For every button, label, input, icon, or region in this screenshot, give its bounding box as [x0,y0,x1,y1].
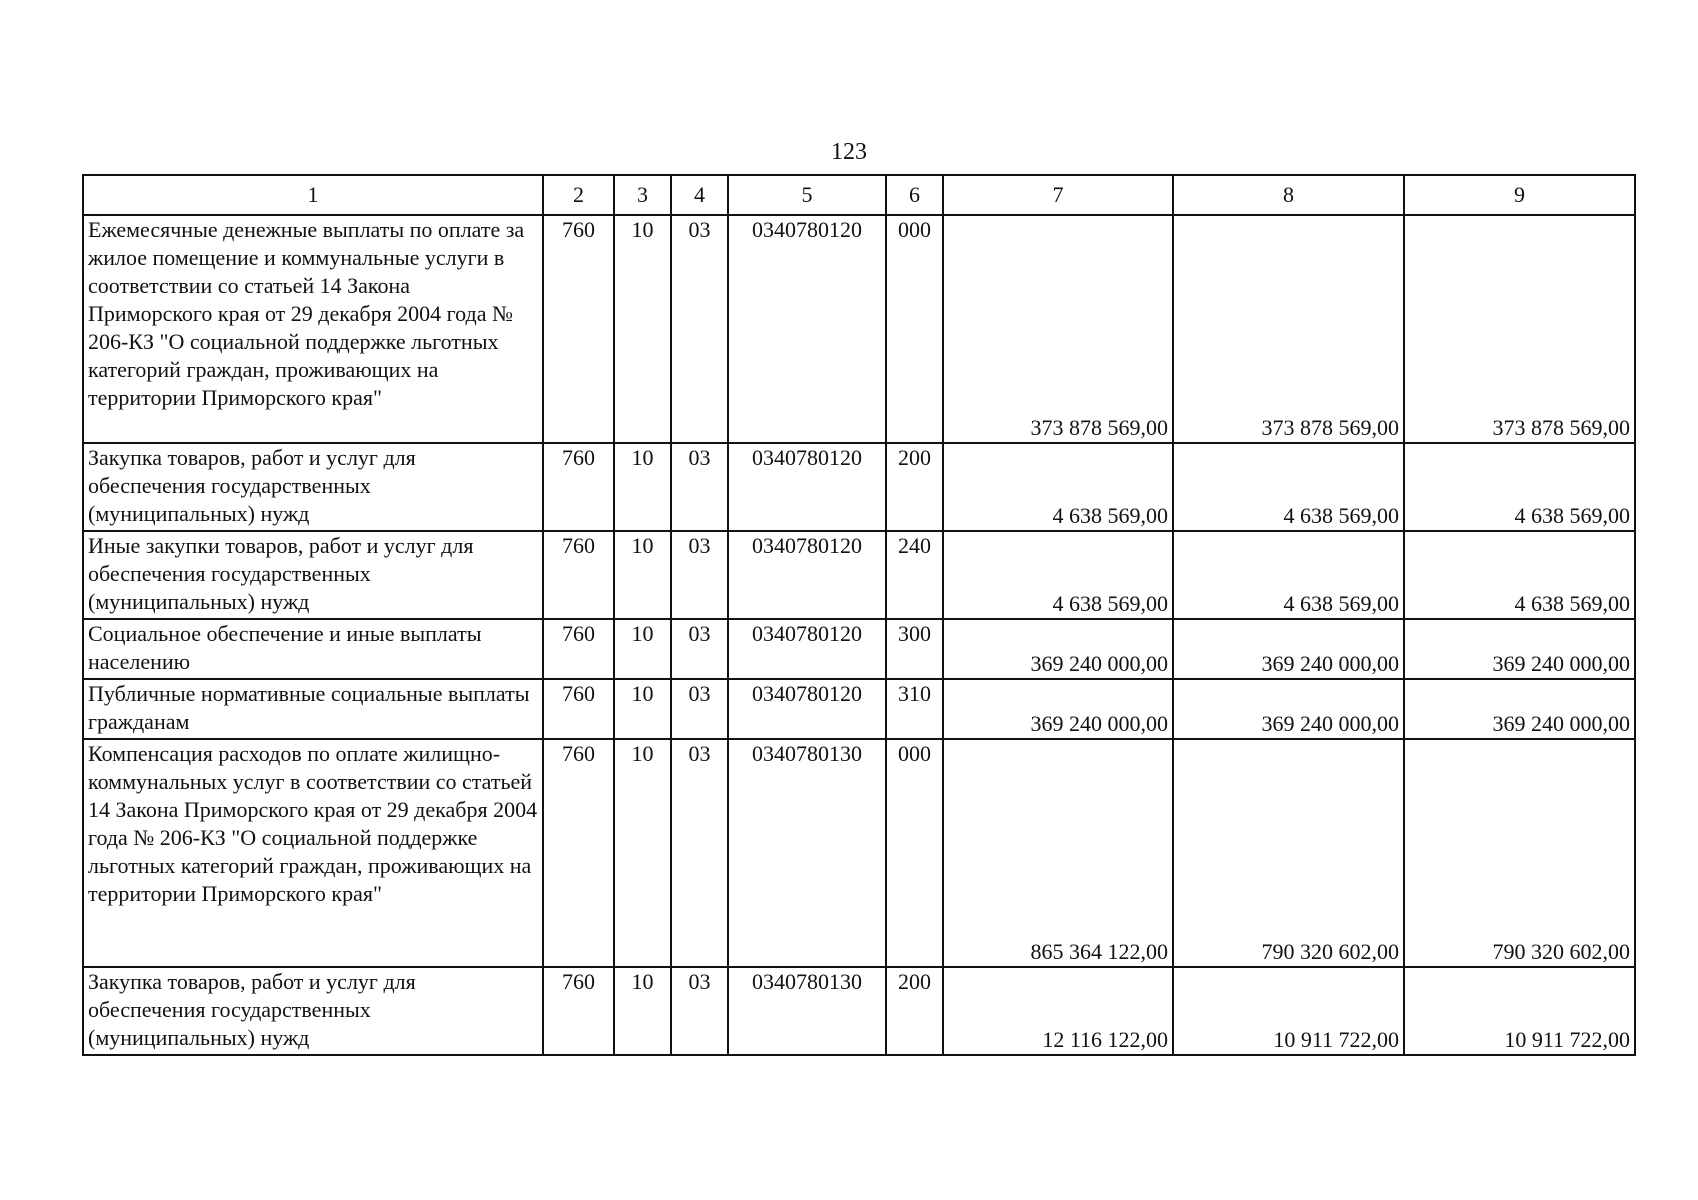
section-code: 10 [614,531,671,619]
row-name: Иные закупки товаров, работ и услуг для обеспечения государственных (муниципальных) нужд [83,531,543,619]
budget-table [82,174,1636,1056]
subsection-code: 03 [671,967,728,1055]
section-code: 10 [614,215,671,443]
column-header-6: 6 [886,175,943,215]
section-code: 10 [614,967,671,1055]
target-article-code: 0340780120 [728,215,886,443]
amount-col-7: 373 878 569,00 [943,215,1173,443]
expense-type-code: 000 [886,739,943,967]
column-header-4: 4 [671,175,728,215]
row-name: Закупка товаров, работ и услуг для обеспечения государственных (муниципальных) нужд [83,967,543,1055]
row-name: Публичные нормативные социальные выплаты гражданам [83,679,543,739]
section-code: 10 [614,619,671,679]
expense-type-code: 200 [886,443,943,531]
subsection-code: 03 [671,739,728,967]
column-header-8: 8 [1173,175,1404,215]
row-name: Ежемесячные денежные выплаты по оплате за жилое помещение и коммунальные услуги в соответствии со статьей 14 Закона Приморского края от 29 декабря 2004 года № 206-КЗ "О социальной поддержке льготных категорий граждан, проживающих на территории Приморского края" [83,215,543,443]
amount-col-9: 10 911 722,00 [1404,967,1635,1055]
target-article-code: 0340780120 [728,679,886,739]
amount-col-8: 790 320 602,00 [1173,739,1404,967]
subsection-code: 03 [671,443,728,531]
table-row [83,443,1635,531]
amount-col-7: 865 364 122,00 [943,739,1173,967]
admin-code: 760 [543,443,614,531]
expense-type-code: 240 [886,531,943,619]
section-code: 10 [614,443,671,531]
column-header-9: 9 [1404,175,1635,215]
amount-col-9: 373 878 569,00 [1404,215,1635,443]
subsection-code: 03 [671,619,728,679]
column-header-1: 1 [83,175,543,215]
admin-code: 760 [543,531,614,619]
amount-col-7: 4 638 569,00 [943,443,1173,531]
admin-code: 760 [543,215,614,443]
column-header-3: 3 [614,175,671,215]
table-row [83,531,1635,619]
admin-code: 760 [543,619,614,679]
section-code: 10 [614,679,671,739]
page-number: 123 [831,139,867,165]
amount-col-9: 369 240 000,00 [1404,619,1635,679]
expense-type-code: 000 [886,215,943,443]
expense-type-code: 200 [886,967,943,1055]
amount-col-9: 4 638 569,00 [1404,443,1635,531]
amount-col-7: 12 116 122,00 [943,967,1173,1055]
target-article-code: 0340780130 [728,739,886,967]
row-name: Компенсация расходов по оплате жилищно-коммунальных услуг в соответствии со статьей 14 Закона Приморского края от 29 декабря 2004 года № 206-КЗ "О социальной поддержке льготных категорий граждан, проживающих на территории Приморского края" [83,739,543,967]
column-number-row [83,175,1635,215]
amount-col-7: 369 240 000,00 [943,679,1173,739]
target-article-code: 0340780120 [728,443,886,531]
row-name: Социальное обеспечение и иные выплаты населению [83,619,543,679]
column-header-7: 7 [943,175,1173,215]
amount-col-9: 369 240 000,00 [1404,679,1635,739]
row-name: Закупка товаров, работ и услуг для обеспечения государственных (муниципальных) нужд [83,443,543,531]
target-article-code: 0340780130 [728,967,886,1055]
admin-code: 760 [543,739,614,967]
target-article-code: 0340780120 [728,531,886,619]
table-row [83,739,1635,967]
amount-col-8: 369 240 000,00 [1173,679,1404,739]
amount-col-9: 790 320 602,00 [1404,739,1635,967]
amount-col-8: 373 878 569,00 [1173,215,1404,443]
target-article-code: 0340780120 [728,619,886,679]
subsection-code: 03 [671,531,728,619]
expense-type-code: 300 [886,619,943,679]
subsection-code: 03 [671,215,728,443]
expense-type-code: 310 [886,679,943,739]
section-code: 10 [614,739,671,967]
column-header-2: 2 [543,175,614,215]
admin-code: 760 [543,679,614,739]
table-row [83,679,1635,739]
subsection-code: 03 [671,679,728,739]
amount-col-7: 4 638 569,00 [943,531,1173,619]
column-header-5: 5 [728,175,886,215]
table-row [83,619,1635,679]
admin-code: 760 [543,967,614,1055]
amount-col-7: 369 240 000,00 [943,619,1173,679]
amount-col-8: 369 240 000,00 [1173,619,1404,679]
amount-col-8: 4 638 569,00 [1173,443,1404,531]
table-row [83,215,1635,443]
table-row [83,967,1635,1055]
amount-col-8: 10 911 722,00 [1173,967,1404,1055]
amount-col-8: 4 638 569,00 [1173,531,1404,619]
amount-col-9: 4 638 569,00 [1404,531,1635,619]
